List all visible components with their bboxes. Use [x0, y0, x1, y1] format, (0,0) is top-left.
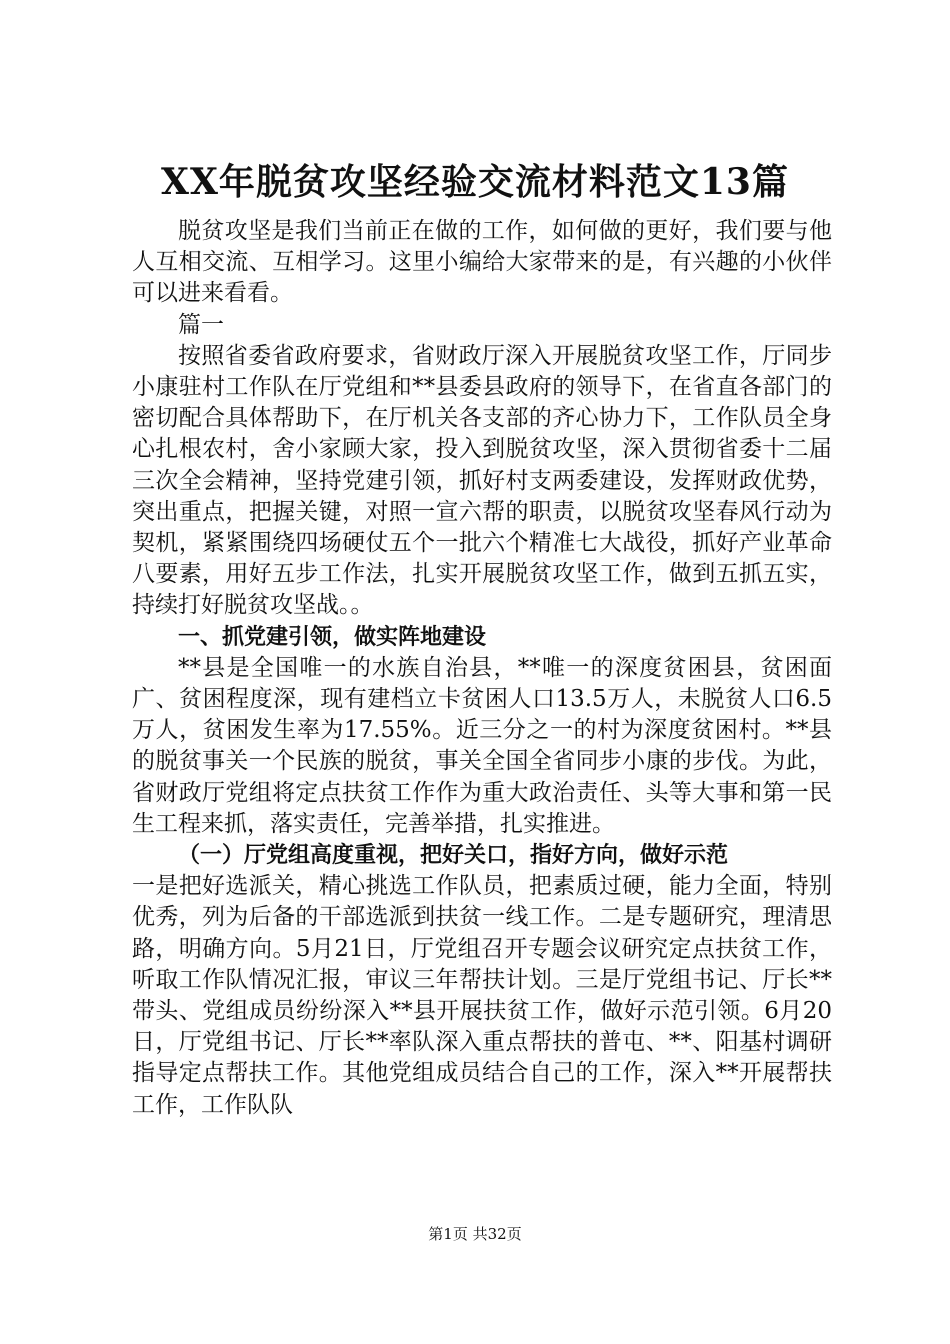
document-body	[132, 216, 832, 1121]
paragraph-3: 一是把好选派关，精心挑选工作队员，把素质过硬，能力全面，特别优秀，列为后备的干部选派到扶贫一线工作。二是专题研究，理清思路，明确方向。5月21日，厅党组召开专题会议研究定点扶贫工作，听取工作队情况汇报，审议三年帮扶计划。三是厅党组书记、厅长**带头、党组成员纷纷深入**县开展扶贫工作，做好示范引领。6月20日，厅党组书记、厅长**率队深入重点帮扶的普屯、**、阳基村调研指导定点帮扶工作。其他党组成员结合自己的工作，深入**开展帮扶工作，工作队队	[132, 873, 832, 1118]
paragraph-1: 按照省委省政府要求，省财政厅深入开展脱贫攻坚工作，厅同步小康驻村工作队在厅党组和**县委县政府的领导下，在省直各部门的密切配合具体帮助下，在厅机关各支部的齐心协力下，工作队员全身心扎根农村，舍小家顾大家，投入到脱贫攻坚，深入贯彻省委十二届三次全会精神，坚持党建引领，抓好村支两委建设，发挥财政优势，突出重点，把握关键，对照一宣六帮的职责，以脱贫攻坚春风行动为契机，紧紧围绕四场硬仗五个一批六个精准七大战役，抓好产业革命八要素，用好五步工作法，扎实开展脱贫攻坚工作，做到五抓五实，持续打好脱贫攻坚战。。	[132, 342, 832, 619]
intro-paragraph: 脱贫攻坚是我们当前正在做的工作，如何做的更好，我们要与他人互相交流、互相学习。这里小编给大家带来的是，有兴趣的小伙伴可以进来看看。	[132, 218, 832, 307]
section-heading-2: （一）厅党组高度重视，把好关口，指好方向，做好示范	[178, 843, 729, 869]
section-heading-1: 一、抓党建引领，做实阵地建设	[178, 624, 487, 650]
paragraph-2: **县是全国唯一的水族自治县，**唯一的深度贫困县，贫困面广、贫困程度深，现有建档立卡贫困人口13.5万人，未脱贫人口6.5万人，贫困发生率为17.55%。近三分之一的村为深度贫困村。**县的脱贫事关一个民族的脱贫，事关全国全省同步小康的步伐。为此，省财政厅党组将定点扶贫工作作为重大政治责任、头等大事和第一民生工程来抓，落实责任，完善举措，扎实推进。	[132, 654, 832, 837]
document-title: XX年脱贫攻坚经验交流材料范文13篇	[161, 161, 789, 203]
page-footer: 第1页 共32页	[428, 1225, 522, 1243]
part-label: 篇一	[178, 311, 224, 338]
